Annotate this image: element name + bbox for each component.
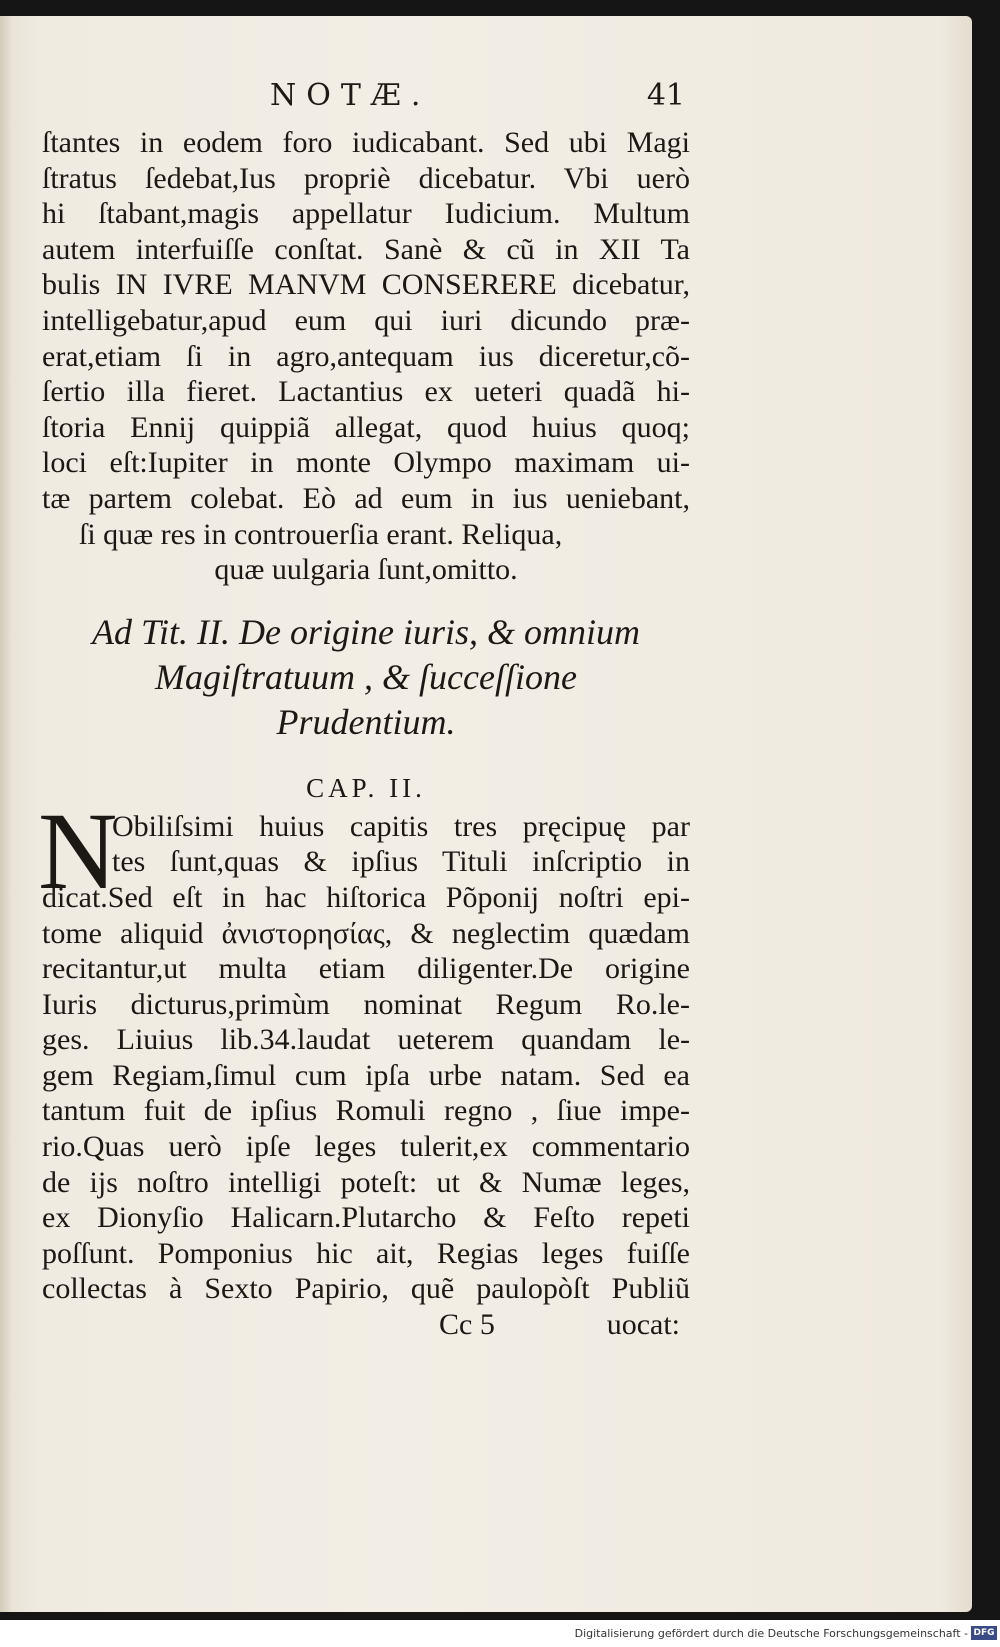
signature-catchword-line xyxy=(42,1307,690,1343)
text-line: ſtratus ſedebat,Ius propriè dicebatur. Vbi uerò xyxy=(42,161,690,195)
running-head xyxy=(40,78,685,126)
text-line: erat,etiam ſi in agro,antequam ius diceretur,cõ- xyxy=(42,339,690,373)
text-line: tantum fuit de ipſius Romuli regno , ſiue impe- xyxy=(42,1094,690,1128)
page-number: 41 xyxy=(646,78,685,113)
section-heading xyxy=(42,610,690,745)
chapter-heading: CAP. II. xyxy=(306,772,426,803)
catchword: uocat: xyxy=(606,1308,680,1342)
signature-mark: Cc 5 xyxy=(439,1308,495,1342)
text-line: collectas à Sexto Papirio, quẽ paulopòſt Publiũ xyxy=(42,1272,690,1306)
section-heading-line: Magiſtratuum , & ſucceſſione xyxy=(155,656,577,697)
dfg-logo: DFG xyxy=(971,1626,997,1640)
text-line: ſertio illa fieret. Lactantius ex ueteri quadã hi- xyxy=(42,375,690,409)
text-line: Obiliſsimi huius capitis tres pręcipuę par xyxy=(112,809,690,843)
text-line: loci eſt:Iupiter in monte Olympo maximam ui- xyxy=(42,446,690,480)
body-text-top xyxy=(42,125,690,588)
body-text-bottom xyxy=(38,789,690,1307)
text-line: Iuris dicturus,primùm nominat Regum Ro.le- xyxy=(42,987,690,1021)
text-line: tæ partem colebat. Eò ad eum in ius ueniebant, xyxy=(42,481,690,515)
text-line: rio.Quas uerò ipſe leges tulerit,ex commentario xyxy=(42,1130,690,1164)
text-line: quæ uulgaria ſunt,omitto. xyxy=(214,553,518,587)
text-line: intelligebatur,apud eum qui iuri dicundo præ- xyxy=(42,303,690,337)
text-line: ex Dionyſio Halicarn.Plutarcho & Feſto repeti xyxy=(42,1201,690,1235)
page-gutter-shadow xyxy=(0,16,12,1612)
text-line: tome aliquid ἀνιστορησίας, & neglectim quædam xyxy=(42,916,690,950)
text-line: autem interfuiſſe conſtat. Sanè & cũ in XII Ta xyxy=(42,232,690,266)
digitization-credit: Digitalisierung gefördert durch die Deutsche Forschungsgemeinschaft - xyxy=(574,1627,968,1640)
text-line: ſtoria Ennij quippiã allegat, quod huius quoq; xyxy=(42,410,690,444)
text-line: dicat.Sed eſt in hac hiſtorica Põponij noſtri epi- xyxy=(42,880,690,914)
text-line: tes ſunt,quas & ipſius Tituli inſcriptio in xyxy=(112,845,690,879)
text-line: bulis IN IVRE MANVM CONSERERE dicebatur, xyxy=(42,268,690,302)
page-text xyxy=(38,125,690,1343)
text-line: poſſunt. Pomponius hic ait, Regias leges fuiſſe xyxy=(42,1236,690,1270)
running-head-title: NOTÆ. xyxy=(270,78,431,113)
text-line: ges. Liuius lib.34.laudat ueterem quandam le- xyxy=(42,1023,690,1057)
drop-cap-initial: N xyxy=(38,789,118,912)
text-line: de ijs noſtro intelligi poteſt: ut & Numæ leges, xyxy=(42,1165,690,1199)
text-line: ſtantes in eodem foro iudicabant. Sed ubi Magi xyxy=(42,126,690,159)
text-line: gem Regiam,ſimul cum ipſa urbe natam. Sed ea xyxy=(42,1058,690,1092)
section-heading-line: Prudentium. xyxy=(276,701,456,742)
text-line: recitantur,ut multa etiam diligenter.De origine xyxy=(42,952,690,986)
text-line: hi ſtabant,magis appellatur Iudicium. Multum xyxy=(42,197,690,231)
section-heading-line: Ad Tit. II. De origine iuris, & omnium xyxy=(92,611,640,652)
text-line: ſi quæ res in controuerſia erant. Reliqua, xyxy=(79,517,563,551)
